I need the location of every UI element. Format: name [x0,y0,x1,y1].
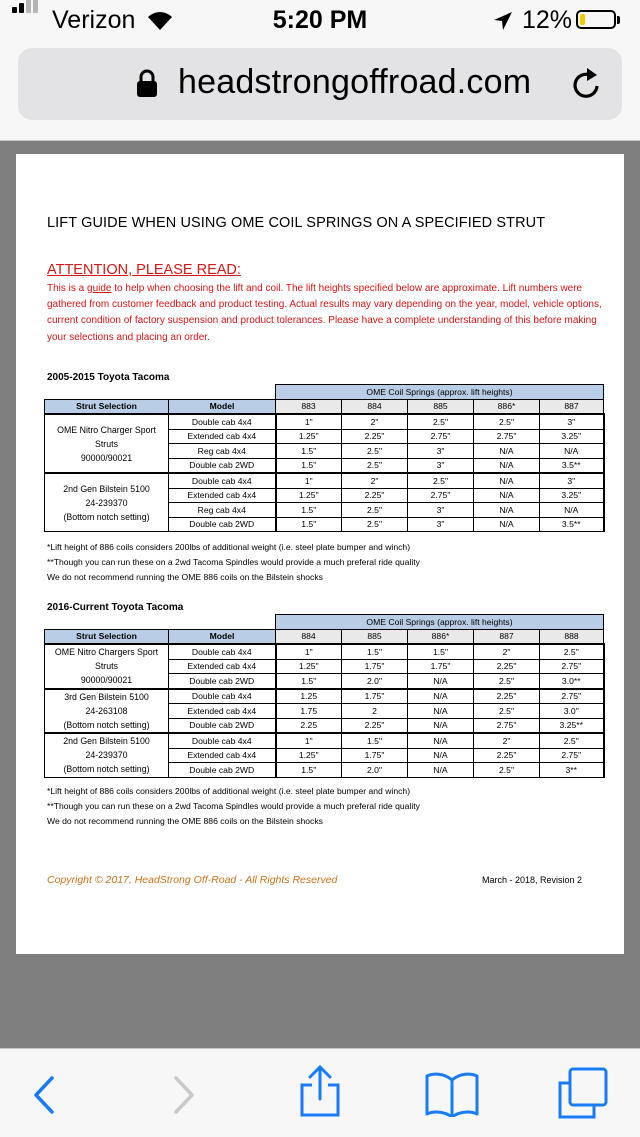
strut-line: (Bottom notch setting) [63,719,150,730]
table-header-row [45,629,604,644]
lift-value-cell: 1.5" [342,733,408,748]
lift-value-cell: N/A [540,503,604,518]
tabs-icon[interactable] [556,1067,610,1121]
model-cell: Extended cab 4x4 [169,659,276,674]
lift-value-cell: 1.5" [408,644,474,659]
coil-header: 886* [474,399,540,414]
guide-link[interactable]: guide [87,283,112,294]
carrier-label: Verizon [52,6,136,34]
lift-value-cell: 3.5** [540,517,604,532]
lift-value-cell: 2.5" [474,763,540,778]
lift-value-cell: 1.5" [276,763,342,778]
lift-value-cell: 3.25** [540,718,604,733]
lift-value-cell: 2.5" [474,414,540,429]
lift-value-cell: 1.5" [276,674,342,689]
lift-table-2016-current [44,614,605,778]
lift-value-cell: 2.75" [540,748,604,763]
pdf-page [16,154,624,954]
coil-springs-header: OME Coil Springs (approx. lift heights) [276,385,604,400]
blank-cell [45,615,276,630]
lift-value-cell: N/A [474,444,540,459]
lift-value-cell: 3.0** [540,674,604,689]
note: *Lift height of 886 coils considers 200lbs of additional weight (i.e. steel plate bumper and winch) [47,786,411,796]
lift-value-cell: 2.5" [474,704,540,719]
lift-value-cell: 2.5" [342,517,408,532]
lift-value-cell: 2.5" [540,644,604,659]
location-arrow-icon [492,10,514,32]
strut-line: 24-239370 [85,750,128,761]
coil-header: 884 [276,629,342,644]
coil-header: 883 [276,399,342,414]
table-super-header-row [45,385,604,400]
model-cell: Double cab 2WD [169,517,276,532]
model-cell: Double cab 4x4 [169,644,276,659]
lift-value-cell: 2" [342,414,408,429]
model-cell: Double cab 2WD [169,763,276,778]
attention-heading: ATTENTION, PLEASE READ: [47,262,241,278]
blank-cell [45,385,276,400]
section1-title: 2005-2015 Toyota Tacoma [47,372,170,383]
battery-icon [576,10,616,29]
lift-value-cell: 2.5" [540,733,604,748]
table-super-header-row [45,615,604,630]
lift-value-cell: N/A [408,748,474,763]
battery-percentage: 12% [522,6,573,34]
coil-header: 885 [408,399,474,414]
model-cell: Double cab 4x4 [169,414,276,429]
lift-value-cell: 1.75 [276,704,342,719]
lift-value-cell: 1.25" [276,659,342,674]
lift-table-2005-2015 [44,384,605,532]
strut-line: 24-263108 [85,705,128,716]
attention-text-rest: to help when choosing the lift and coil. The lift heights specified below are approximate. Lift numbers were gathered from customer feedback and product testing. Actual results may vary depending on the year, model, vehicle options, current condition of factory suspension and product tolerances. Please have a complete understanding of this before making your selections and placing an order. [47,283,602,343]
lift-value-cell: 3.25" [540,488,604,503]
lift-value-cell: 3" [540,473,604,488]
note: **Though you can run these on a 2wd Tacoma Spindles would provide a much preferal ride quality [47,800,420,811]
lift-value-cell: 3" [408,458,474,473]
address-bar[interactable] [18,48,622,120]
model-cell: Extended cab 4x4 [169,429,276,444]
lift-value-cell: 2.5" [342,458,408,473]
lift-value-cell: 2 [342,704,408,719]
table-row [45,414,604,429]
model-cell: Reg cab 4x4 [169,444,276,459]
lift-value-cell: 2.75" [540,689,604,704]
lift-value-cell: N/A [474,517,540,532]
lift-value-cell: 3" [408,444,474,459]
page-title: LIFT GUIDE WHEN USING OME COIL SPRINGS ON A SPECIFIED STRUT [47,215,546,231]
lift-value-cell: 1.75" [408,659,474,674]
model-cell: Double cab 4x4 [169,733,276,748]
strut-cell [45,414,169,473]
clock: 5:20 PM [272,6,368,34]
strut-line: 90000/90021 [80,452,133,463]
lift-value-cell: 2.25" [342,718,408,733]
lift-value-cell: 2.5" [408,414,474,429]
note: We do not recommend running the OME 886 coils on the Bilstein shocks [47,571,323,582]
strut-line: Struts [95,438,118,449]
table-row [45,473,604,488]
model-cell: Double cab 4x4 [169,473,276,488]
lift-value-cell: N/A [408,718,474,733]
lift-value-cell: 2.25" [474,689,540,704]
attention-text-start: This is a [47,283,88,294]
back-icon[interactable] [30,1075,58,1115]
model-cell: Double cab 2WD [169,718,276,733]
strut-line: 2nd Gen Bilstein 5100 [63,736,150,747]
strut-line: 90000/90021 [80,675,133,686]
coil-header: 884 [342,399,408,414]
strut-cell [45,733,169,777]
lift-value-cell: 1.25" [276,748,342,763]
lift-value-cell: 1.25 [276,689,342,704]
strut-selection-header: Strut Selection [45,399,169,414]
model-cell: Extended cab 4x4 [169,488,276,503]
lift-value-cell: 2.0" [342,763,408,778]
url-text[interactable]: headstrongoffroad.com [178,63,532,101]
share-icon[interactable] [298,1065,342,1119]
lift-value-cell: 3" [540,414,604,429]
lift-value-cell: 1.5" [342,644,408,659]
lift-value-cell: N/A [474,458,540,473]
lift-value-cell: 1.75" [342,689,408,704]
model-cell: Double cab 4x4 [169,689,276,704]
lift-value-cell: 1.5" [276,503,342,518]
lift-value-cell: N/A [474,473,540,488]
lift-value-cell: N/A [474,503,540,518]
lift-value-cell: 2.25" [474,659,540,674]
forward-icon[interactable] [170,1075,198,1115]
lift-value-cell: 1.5" [276,444,342,459]
strut-line: (Bottom notch setting) [63,764,150,775]
model-cell: Extended cab 4x4 [169,704,276,719]
section2-notes [47,784,420,828]
lift-value-cell: 2.25" [342,488,408,503]
lift-value-cell: 1" [276,473,342,488]
browser-top-chrome [0,0,640,141]
coil-header: 887 [540,399,604,414]
lift-value-cell: 1.25" [276,429,342,444]
lift-value-cell: 2.5" [474,674,540,689]
lift-value-cell: 2.5" [342,503,408,518]
strut-line: OME Nitro Charger Sport [57,424,156,435]
lift-value-cell: 1.5" [276,458,342,473]
status-bar [0,0,640,42]
lift-value-cell: 2" [474,733,540,748]
lift-value-cell: 1.75" [342,748,408,763]
lift-value-cell: 3.0" [540,704,604,719]
lift-value-cell: 2.0" [342,674,408,689]
lift-value-cell: N/A [474,488,540,503]
lift-value-cell: 2.25" [474,748,540,763]
strut-cell [45,473,169,532]
model-cell: Double cab 2WD [169,674,276,689]
lift-value-cell: 1.75" [342,659,408,674]
attention-text [47,281,607,346]
lift-value-cell: N/A [408,704,474,719]
lift-value-cell: 1" [276,414,342,429]
strut-line: (Bottom notch setting) [63,511,150,522]
table-header-row [45,399,604,414]
browser-bottom-toolbar [0,1048,640,1137]
strut-line: 24-239370 [85,497,128,508]
reload-icon[interactable] [570,66,604,102]
battery-tip [617,16,620,24]
coil-springs-header: OME Coil Springs (approx. lift heights) [276,615,604,630]
model-header: Model [169,399,276,414]
lift-value-cell: 2.75" [474,429,540,444]
section1-notes [47,540,420,584]
lift-value-cell: 2.75" [408,429,474,444]
lift-value-cell: N/A [408,689,474,704]
lift-value-cell: 3** [540,763,604,778]
strut-line: 2nd Gen Bilstein 5100 [63,483,150,494]
model-cell: Double cab 2WD [169,458,276,473]
lift-value-cell: 1.5" [276,517,342,532]
coil-header: 886* [408,629,474,644]
section2-title: 2016-Current Toyota Tacoma [47,602,184,613]
note: **Though you can run these on a 2wd Tacoma Spindles would provide a much preferal ride quality [47,556,420,567]
lift-value-cell: 1" [276,733,342,748]
lift-value-cell: 2.25 [276,718,342,733]
table-row [45,644,604,659]
lift-value-cell: 2.25" [342,429,408,444]
lift-value-cell: 3" [408,503,474,518]
strut-line: 3rd Gen Bilstein 5100 [64,691,149,702]
lift-value-cell: 2.75" [474,718,540,733]
lift-value-cell: 3" [408,517,474,532]
lift-value-cell: 2" [342,473,408,488]
lift-value-cell: 2.75" [408,488,474,503]
lift-value-cell: N/A [408,763,474,778]
strut-cell [45,644,169,689]
revision-text: March - 2018, Revision 2 [482,875,583,885]
lift-value-cell: N/A [408,733,474,748]
model-header: Model [169,629,276,644]
strut-line: Struts [95,661,118,672]
table-row [45,689,604,704]
lock-icon [136,68,158,98]
copyright-text: Copyright © 2017, HeadStrong Off-Road - All Rights Reserved [47,874,338,886]
model-cell: Extended cab 4x4 [169,748,276,763]
model-cell: Reg cab 4x4 [169,503,276,518]
bookmarks-icon[interactable] [424,1071,480,1117]
lift-value-cell: 3.25" [540,429,604,444]
lift-value-cell: 2.75" [540,659,604,674]
strut-cell [45,689,169,734]
lift-value-cell: 2.5" [408,473,474,488]
strut-selection-header: Strut Selection [45,629,169,644]
lift-value-cell: N/A [408,674,474,689]
coil-header: 885 [342,629,408,644]
coil-header: 888 [540,629,604,644]
table-row [45,733,604,748]
lift-value-cell: 2" [474,644,540,659]
strut-line: OME Nitro Chargers Sport [54,647,159,658]
coil-header: 887 [474,629,540,644]
note: *Lift height of 886 coils considers 200lbs of additional weight (i.e. steel plate bumper and winch) [47,542,411,552]
lift-value-cell: 1.25" [276,488,342,503]
lift-value-cell: N/A [540,444,604,459]
note: We do not recommend running the OME 886 coils on the Bilstein shocks [47,815,323,826]
lift-value-cell: 2.5" [342,444,408,459]
lift-value-cell: 3.5** [540,458,604,473]
lift-value-cell: 1" [276,644,342,659]
